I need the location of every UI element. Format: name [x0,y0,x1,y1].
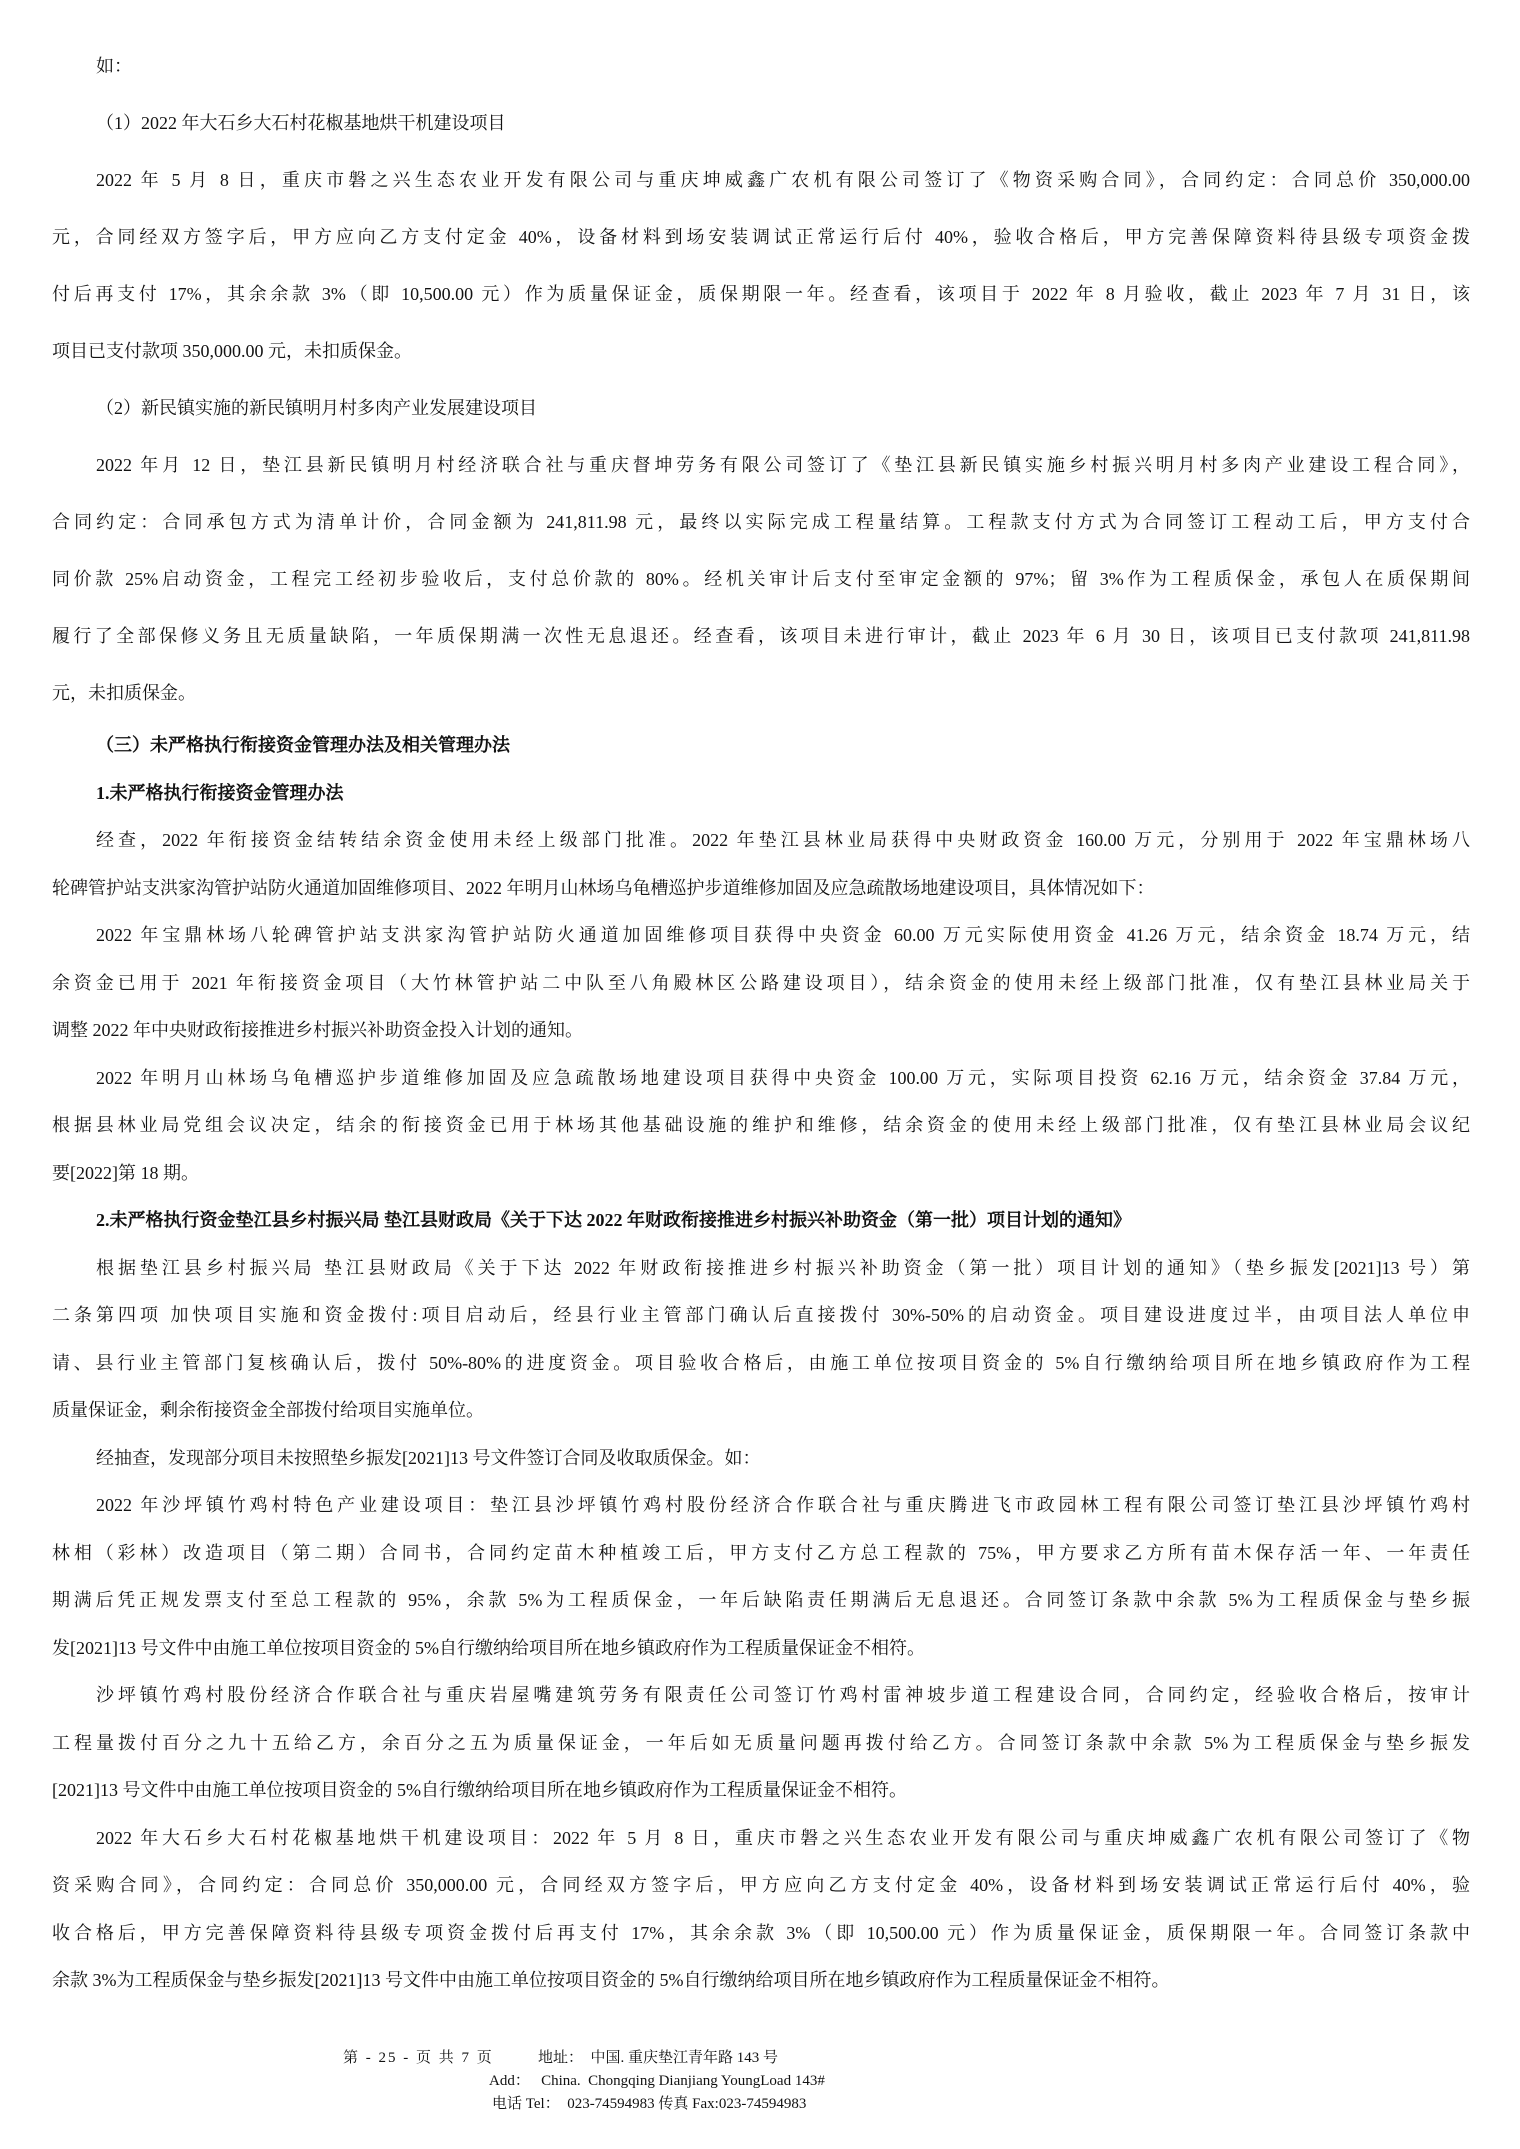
paragraph [52,817,1470,912]
text-line: 2022 年 5 月 8 日，重庆市磐之兴生态农业开发有限公司与重庆坤威鑫广农机有限公司签订了《物资采购合同》，合同约定：合同总价 350,000.00 [96,170,1470,190]
text-line: 经查，2022 年衔接资金结转结余资金使用未经上级部门批准。2022 年垫江县林业局获得中央财政资金 160.00 万元，分别用于 2022 年宝鼎林场八 [96,830,1470,850]
paragraph [52,912,1470,1055]
text-line: 期满后凭正规发票支付至总工程款的 95%，余款 5%为工程质保金，一年后缺陷责任期满后无息退还。合同签订条款中余款 5%为工程质保金与垫乡振 [52,1590,1470,1610]
text-line: （三）未严格执行衔接资金管理办法及相关管理办法 [96,735,510,755]
paragraph [52,1435,1470,1483]
document-body [52,38,1470,2005]
text-line: 收合格后，甲方完善保障资料待县级专项资金拨付后再支付 17%，其余余款 3%（即 10,500.00 元）作为质量保证金，质保期限一年。合同签订条款中 [52,1922,1470,1943]
text-line: [2021]13 号文件中由施工单位按项目资金的 5%自行缴纳给项目所在地乡镇政府作为工程质量保证金不相符。 [52,1780,907,1800]
text-line: 2.未严格执行资金垫江县乡村振兴局 垫江县财政局《关于下达 2022 年财政衔接推进乡村振兴补助资金（第一批）项目计划的通知》 [96,1210,1131,1230]
text-line: 元，未扣质保金。 [52,683,196,703]
section-heading [52,722,1470,770]
text-line: 同价款 25%启动资金，工程完工经初步验收后，支付总价款的 80%。经机关审计后支付至审定金额的 97%；留 3%作为工程质保金，承包人在质保期间 [52,569,1470,589]
text-line: 发[2021]13 号文件中由施工单位按项目资金的 5%自行缴纳给项目所在地乡镇政府作为工程质量保证金不相符。 [52,1637,925,1658]
text-line: 根据县林业局党组会议决定，结余的衔接资金已用于林场其他基础设施的维护和维修，结余资金的使用未经上级部门批准，仅有垫江县林业局会议纪 [52,1115,1470,1135]
paragraph [52,1055,1470,1198]
address-chinese: 地址： 中国. 重庆垫江青年路 143 号 [538,2050,779,2066]
paragraph [52,1815,1470,2005]
text-line: （2）新民镇实施的新民镇明月村多肉产业发展建设项目 [96,398,537,418]
paragraph [52,437,1470,722]
paragraph [52,380,1470,437]
text-line: 付后再支付 17%，其余余款 3%（即 10,500.00 元）作为质量保证金，质保期限一年。经查看，该项目于 2022 年 8 月验收，截止 2023 年 7 月 31 日，该 [52,284,1470,304]
page-number: 第 - 25 - 页 共 7 页 [343,2050,494,2066]
text-line: 轮碑管护站支洪家沟管护站防火通道加固维修项目、2022 年明月山林场乌龟槽巡护步道维修加固及应急疏散场地建设项目，具体情况如下： [52,877,1155,898]
text-line: 根据垫江县乡村振兴局 垫江县财政局《关于下达 2022 年财政衔接推进乡村振兴补助资金（第一批）项目计划的通知》（垫乡振发[2021]13 号）第 [96,1257,1470,1278]
text-line: 调整 2022 年中央财政衔接推进乡村振兴补助资金投入计划的通知。 [52,1020,583,1040]
phone-fax: 电话 Tel： 023-74594983 传真 Fax:023-74594983 [492,2096,807,2112]
text-line: 履行了全部保修义务且无质量缺陷，一年质保期满一次性无息退还。经查看，该项目未进行审计，截止 2023 年 6 月 30 日，该项目已支付款项 241,811.98 [52,626,1470,646]
text-line: 质量保证金，剩余衔接资金全部拨付给项目实施单位。 [52,1400,484,1420]
text-line: 请、县行业主管部门复核确认后，拨付 50%-80%的进度资金。项目验收合格后，由施工单位按项目资金的 5%自行缴纳给项目所在地乡镇政府作为工程 [52,1352,1470,1373]
text-line: （1）2022 年大石乡大石村花椒基地烘干机建设项目 [96,113,506,133]
text-line: 经抽查，发现部分项目未按照垫乡振发[2021]13 号文件签订合同及收取质保金。如： [96,1447,761,1468]
text-line: 资采购合同》，合同约定：合同总价 350,000.00 元，合同经双方签字后，甲方应向乙方支付定金 40%，设备材料到场安装调试正常运行后付 40%，验 [52,1875,1470,1895]
text-line: 林相（彩林）改造项目（第二期）合同书，合同约定苗木种植竣工后，甲方支付乙方总工程款的 75%，甲方要求乙方所有苗木保存活一年、一年责任 [52,1542,1470,1563]
address-english: Add： China. Chongqing Dianjiang YoungLoad 143# [489,2073,825,2089]
text-line: 2022 年沙坪镇竹鸡村特色产业建设项目：垫江县沙坪镇竹鸡村股份经济合作联合社与重庆腾进飞市政园林工程有限公司签订垫江县沙坪镇竹鸡村 [96,1495,1470,1515]
paragraph [52,1672,1470,1815]
text-line: 沙坪镇竹鸡村股份经济合作联合社与重庆岩屋嘴建筑劳务有限责任公司签订竹鸡村雷神坡步道工程建设合同，合同约定，经验收合格后，按审计 [96,1685,1470,1705]
text-line: 工程量拨付百分之九十五给乙方，余百分之五为质量保证金，一年后如无质量问题再拨付给乙方。合同签订条款中余款 5%为工程质保金与垫乡振发 [52,1732,1470,1753]
text-line: 余款 3%为工程质保金与垫乡振发[2021]13 号文件中由施工单位按项目资金的 5%自行缴纳给项目所在地乡镇政府作为工程质量保证金不相符。 [52,1970,1170,1990]
text-line: 如： [96,56,132,76]
text-line: 二条第四项 加快项目实施和资金拨付:项目启动后，经县行业主管部门确认后直接拨付 30%-50%的启动资金。项目建设进度过半，由项目法人单位申 [52,1305,1470,1325]
text-line: 2022 年月 12 日，垫江县新民镇明月村经济联合社与重庆督坤劳务有限公司签订了《垫江县新民镇实施乡村振兴明月村多肉产业建设工程合同》， [96,455,1470,475]
text-line: 余资金已用于 2021 年衔接资金项目（大竹林管护站二中队至八角殿林区公路建设项目），结余资金的使用未经上级部门批准，仅有垫江县林业局关于 [52,972,1470,993]
paragraph [52,38,1470,95]
paragraph [52,95,1470,152]
section-heading [52,770,1470,818]
text-line: 1.未严格执行衔接资金管理办法 [96,782,344,803]
section-heading [52,1197,1470,1245]
paragraph [52,152,1470,380]
text-line: 元，合同经双方签字后，甲方应向乙方支付定金 40%，设备材料到场安装调试正常运行后付 40%，验收合格后，甲方完善保障资料待县级专项资金拨 [52,227,1470,247]
text-line: 要[2022]第 18 期。 [52,1162,199,1183]
text-line: 2022 年明月山林场乌龟槽巡护步道维修加固及应急疏散场地建设项目获得中央资金 100.00 万元，实际项目投资 62.16 万元，结余资金 37.84 万元， [96,1067,1470,1088]
paragraph [52,1482,1470,1672]
paragraph [52,1245,1470,1435]
text-line: 合同约定：合同承包方式为清单计价，合同金额为 241,811.98 元，最终以实际完成工程量结算。工程款支付方式为合同签订工程动工后，甲方支付合 [52,512,1470,532]
text-line: 2022 年大石乡大石村花椒基地烘干机建设项目：2022 年 5 月 8 日，重庆市磐之兴生态农业开发有限公司与重庆坤威鑫广农机有限公司签订了《物 [96,1827,1470,1848]
text-line: 项目已支付款项 350,000.00 元，未扣质保金。 [52,341,412,361]
text-line: 2022 年宝鼎林场八轮碑管护站支洪家沟管护站防火通道加固维修项目获得中央资金 60.00 万元实际使用资金 41.26 万元，结余资金 18.74 万元，结 [96,925,1470,945]
